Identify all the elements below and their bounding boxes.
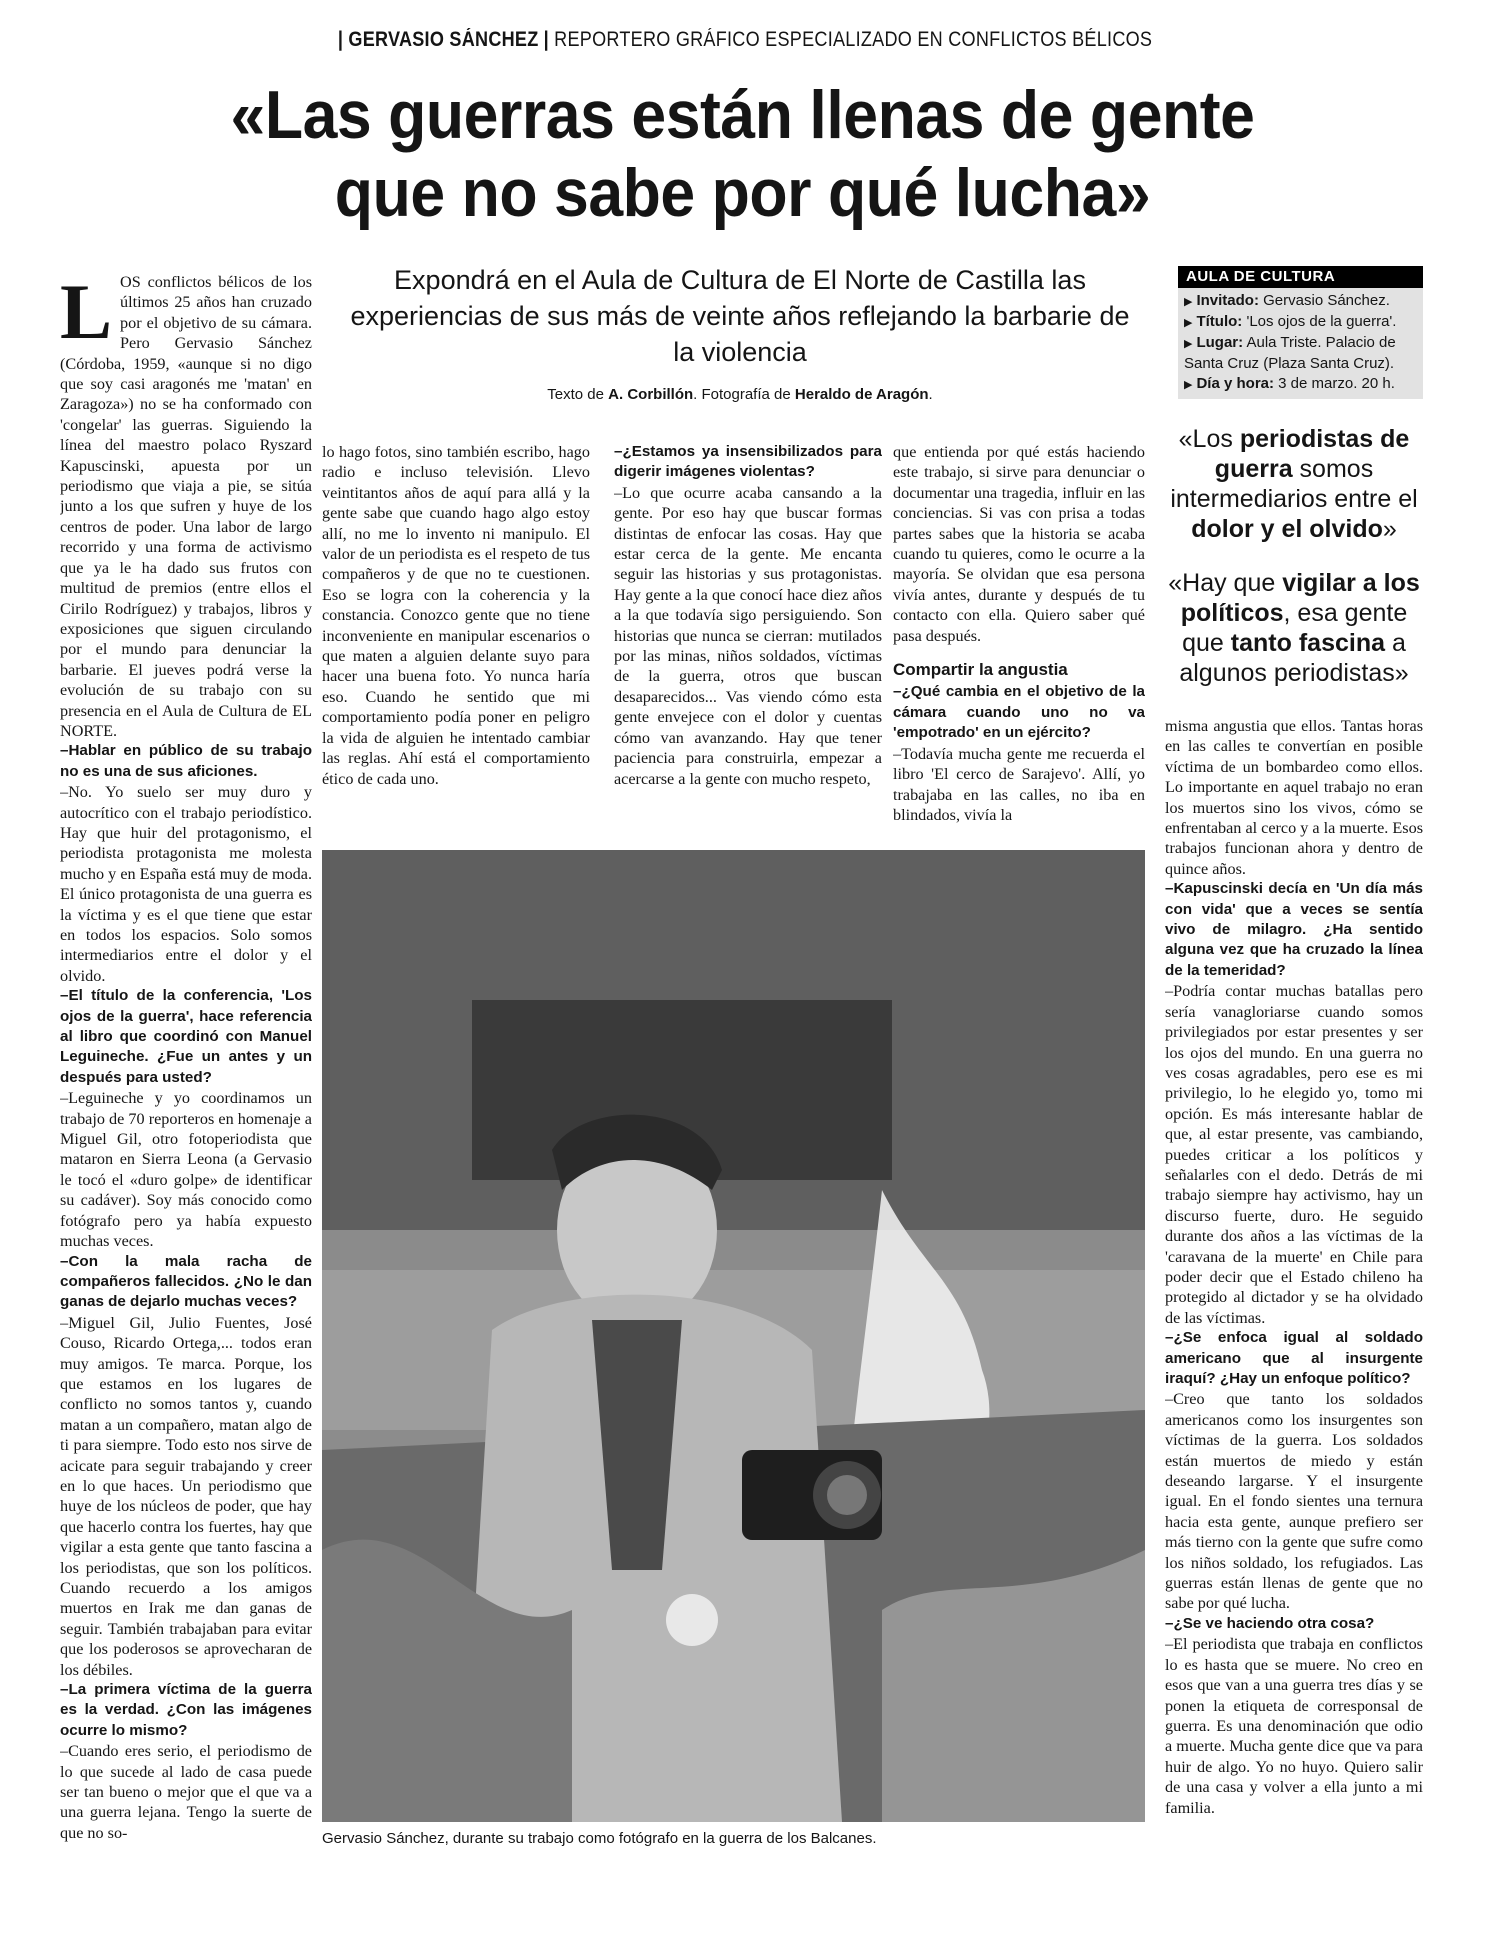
answer: –Creo que tanto los soldados americanos como los insurgentes son víctimas de la guerra. Los soldados están muertos de miedo y están deseando largarse. Y el insurgente igual. En el fondo sientes una ternura hacia esta gente, aunque prefiero ser más tierno con la gente que sufre como los niños soldado, los refugiados. Las guerras están llenas de gente que no sabe por qué lucha. [1165,1390,1423,1613]
question: –Con la mala racha de compañeros fallecidos. ¿No le dan ganas de dejarlo muchas veces? [60,1252,312,1311]
answer: –Lo que ocurre acaba cansando a la gente. Por eso hay que buscar formas distintas de enfocar las cosas. Hay que estar cerca de la gente. Me encanta seguir las historias y sus protagonistas. Hay gente a la que conocí hace diez años a la que todavía sigo persiguiendo. Son historias que nunca se cierran: mutilados por las minas, niños soldados, víctimas de la guerra, otros que buscan desaparecidos... Vas viendo cómo esta gente envejece con el dolor y cuentas cómo van avanzando. Hay que tener paciencia para construirla, empezar a acercarse a la gente con mucho respeto, [614,483,882,788]
answer: –El periodista que trabaja en conflictos lo es hasta que se muere. No creo en esos que van a una guerra tres días y se ponen la etiqueta de corresponsal de guerra. Es una denominación que odio a muerte. Mucha gente dice que va para huir de algo. Yo no huyo. Quiero salir de una casa y volver a ella junto a mi familia. [1165,1635,1423,1817]
triangle-icon: ▶ [1184,317,1193,329]
kicker-role: REPORTERO GRÁFICO ESPECIALIZADO EN CONFLICTOS BÉLICOS [554,28,1153,51]
answer: lo hago fotos, sino también escribo, hago radio e incluso televisión. Llevo veintitantos años de aquí para allá y la gente sabe que cuando hago algo estoy allí, no me lo invento ni manipulo. El valor de un periodista es el respeto de tus compañeros y de que no te cuestionen. Eso se logra con la coherencia y la constancia. Conozco gente que no tiene inconveniente en manipular escenarios o que maten a alguien delante suyo para hacer una buena foto. Yo nunca haría eso. Cuando he sentido que mi comportamiento podía poner en peligro la vida de alguien he intentado cambiar las reglas. Ahí está el comportamiento ético de cada uno. [322,443,590,788]
answer: –Cuando eres serio, el periodismo de lo que sucede al lado de casa puede ser tan bueno o mejor que el que va a una guerra lejana. Tengo la suerte de que no so- [60,1742,312,1842]
answer: –Todavía mucha gente me recuerda el libro 'El cerco de Sarajevo'. Allí, yo trabajaba en las calles, no iba en blindados, vivía la [893,744,1145,824]
triangle-icon: ▶ [1184,379,1193,391]
column-3 [614,442,882,842]
subhead: Expondrá en el Aula de Cultura de El Norte de Castilla las experiencias de sus más de veinte años reflejando la barbarie de la violencia [350,265,1130,367]
headline-line1: «Las guerras están llenas de gente [230,77,1255,153]
answer: que entienda por qué estás haciendo este trabajo, si sirve para denunciar o documentar una tragedia, influir en las conciencias. Si vas con prisa a todas partes sabes que la historia se acaba cuando tu quieres, como le ocurre a la mayoría. Se olvidan que esa persona vivía antes, durante y después de tu contacto con ella. Quiero saber qué pasa después. [893,443,1145,645]
byline-photo-credit: Heraldo de Aragón [794,386,929,403]
byline: Texto de A. Corbillón. Fotografía de Heraldo de Aragón. [547,386,933,403]
question: –¿Estamos ya insensibilizados para digerir imágenes violentas? [614,443,882,481]
question: –El título de la conferencia, 'Los ojos de la guerra', hace referencia al libro que coordinó con Manuel Leguineche. ¿Fue un antes y un después para usted? [60,987,312,1086]
headline-line2: que no sabe por qué lucha» [334,155,1151,231]
byline-author: A. Corbillón [608,386,694,403]
lead-paragraph: LOS conflictos bélicos de los últimos 25 años han cruzado por el objetivo de su cámara. Pero Gervasio Sánchez (Córdoba, 1959, «aunque si no digo que soy casi aragonés me 'matan' en Zaragoza») no se ha conformado con 'congelar' las guerras. Siguiendo la línea del maestro polaco Ryszard Kapuscinski, apuesta por un periodismo que viaja a pie, se sitúa junto a los que sufren y huye de los centros de poder. Una labor de largo recorrido y una forma de activismo que ya le ha dado sus frutos con multitud de premios (entre ellos el Cirilo Rodríguez) y trabajos, libros y exposiciones que siguen circulando por el mundo para denunciar la barbarie. El jueves podrá verse la evolución de su trabajo con su presencia en el Aula de Cultura de EL NORTE. [60,272,312,740]
photo-photographer [322,850,1145,1822]
info-box-title: AULA DE CULTURA [1178,266,1423,288]
question: –Hablar en público de su trabajo no es una de sus aficiones. [60,742,312,780]
pull-quote-1: «Los periodistas de guerra somos intermediarios entre el dolor y el olvido» [1170,425,1418,543]
photo-caption: Gervasio Sánchez, durante su trabajo como fotógrafo en la guerra de los Balcanes. [322,1830,877,1847]
headline [59,76,1425,232]
info-row-guest: ▶ Invitado: Gervasio Sánchez. [1184,292,1390,309]
question: –¿Se ve haciendo otra cosa? [1165,1614,1375,1632]
answer: misma angustia que ellos. Tantas horas en las calles te convertían en posible víctima de un bombardeo como ellos. Lo importante en aquel trabajo no eran los muertos sino los vivos, cómo se enfrentaban al cerco y a la muerte. Esos trabajos funcionan ahora y dentro de quince años. [1165,717,1423,878]
info-row-date: ▶ Día y hora: 3 de marzo. 20 h. [1184,375,1395,392]
question: –La primera víctima de la guerra es la verdad. ¿Con las imágenes ocurre lo mismo? [60,1681,312,1739]
triangle-icon: ▶ [1184,296,1193,308]
column-2 [322,442,590,842]
kicker-name: GERVASIO SÁNCHEZ [348,28,539,51]
info-box-body [1178,288,1423,399]
kicker: | GERVASIO SÁNCHEZ | REPORTERO GRÁFICO ESPECIALIZADO EN CONFLICTOS BÉLICOS [337,28,1153,51]
pull-quote-2: «Hay que vigilar a los políticos, esa gente que tanto fascina a algunos periodistas» [1168,569,1420,687]
column-5 [1165,716,1423,1912]
question: –¿Se enfoca igual al soldado americano que al insurgente iraquí? ¿Hay un enfoque político? [1165,1329,1423,1387]
info-row-place: ▶ Lugar: Aula Triste. Palacio de Santa Cruz (Plaza Santa Cruz). [1184,334,1396,372]
answer: –Leguineche y yo coordinamos un trabajo de 70 reporteros en homenaje a Miguel Gil, otro fotoperiodista que mataron en Sierra Leona (a Gervasio le tocó el «duro golpe» de identificar su cadáver). Soy más conocido como fotógrafo pero ya había expuesto muchas veces. [60,1089,312,1251]
column-4 [893,442,1145,842]
question: –¿Qué cambia en el objetivo de la cámara cuando uno no va 'empotrado' en un ejército? [893,683,1145,742]
triangle-icon: ▶ [1184,338,1193,350]
answer: –Miguel Gil, Julio Fuentes, José Couso, Ricardo Ortega,... todos eran muy amigos. Te marca. Porque, los que estamos en los lugares de conflicto no somos tantos y, cuando matan a un compañero, matan algo de ti para siempre. Todo esto nos sirve de acicate para seguir trabajando y creer en lo que haces. Un periodismo que huye de los núcleos de poder, que hay que hacerlo contra los fuertes, hay que vigilar a esta gente que tanto fascina a los periodistas, que son los políticos. Cuando recuerdo a los amigos muertos en Irak me dan ganas de seguir. También trabajaban para evitar que los poderosos se aprovecharan de los débiles. [60,1313,312,1679]
info-row-title: ▶ Título: 'Los ojos de la guerra'. [1184,313,1397,330]
photo-illustration [322,850,1145,1822]
drop-cap: L [60,272,113,355]
answer: –Podría contar muchas batallas pero sería vanagloriarse cuando somos privilegiados por estar presentes y ser los ojos del mundo. En una guerra no ves cosas agradables, pero ese es mi privilegio, lo he elegido yo, tomo mi opción. Es más interesante hablar de que, al estar presente, vas cambiando, puedes criticar a los políticos y señalarles con el dedo. Detrás de mi trabajo siempre hay activismo, hay un discurso fuerte, duro. He seguido durante dos años a las víctimas de la 'caravana de la muerte' en Chile para poder decir que el Estado chileno ha protegido al dictador y se ha olvidado de las víctimas. [1165,982,1423,1327]
column-1 [60,272,312,1912]
question: –Kapuscinski decía en 'Un día más con vida' que a veces se sentía vivo de milagro. ¿Ha sentido alguna vez que ha cruzado la línea de la temeridad? [1165,880,1423,979]
answer: –No. Yo suelo ser muy duro y autocrítico con el trabajo periodístico. Hay que huir del protagonismo, el periodista protagonista me molesta mucho y en España está muy de moda. El único protagonista de una guerra es la víctima y es el que tiene que estar en todos los espacios. Solo somos intermediarios entre el dolor y el olvido. [60,783,312,985]
section-heading: Compartir la angustia [893,660,1068,680]
info-box [1178,266,1423,399]
